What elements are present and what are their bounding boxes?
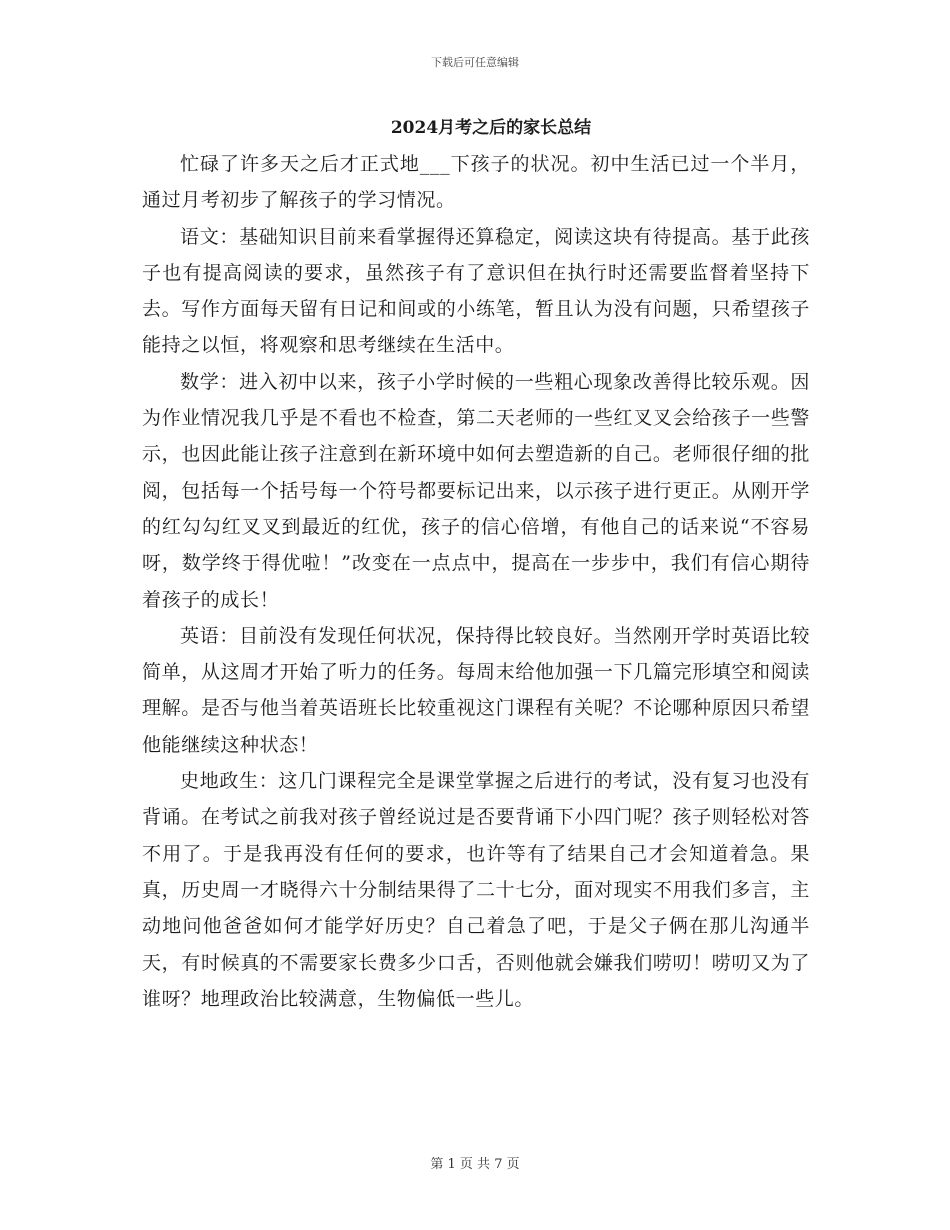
page-number: 第 1 页 共 7 页	[430, 1157, 520, 1172]
paragraph-english: 英语：目前没有发现任何状况，保持得比较良好。当然刚开学时英语比较简单，从这周才开始了听力的任务。每周末给他加强一下几篇完形填空和阅读理解。是否与他当着英语班长比较重视这门课程有关呢？不论哪种原因只希望他能继续这种状态！	[142, 624, 810, 756]
paragraph-math: 数学：进入初中以来，孩子小学时候的一些粗心现象改善得比较乐观。因为作业情况我几乎是不看也不检查，第二天老师的一些红叉叉会给孩子一些警示，也因此能让孩子注意到在新环境中如何去塑造新的自己。老师很仔细的批阅，包括每一个括号每一个符号都要标记出来，以示孩子进行更正。从刚开学的红勾勾红叉叉到最近的红优，孩子的信心倍增，有他自己的话来说“不容易呀，数学终于得优啦！”改变在一点点中，提高在一步步中，我们有信心期待着孩子的成长！	[142, 370, 810, 611]
page-header-note: 下载后可任意编辑	[431, 56, 519, 69]
paragraph-intro: 忙碌了许多天之后才正式地___下孩子的状况。初中生活已过一个半月，通过月考初步了解孩子的学习情况。	[142, 153, 810, 212]
paragraph-chinese: 语文：基础知识目前来看掌握得还算稳定，阅读这块有待提高。基于此孩子也有提高阅读的要求，虽然孩子有了意识但在执行时还需要监督着坚持下去。写作方面每天留有日记和间或的小练笔，暂且认为没有问题，只希望孩子能持之以恒，将观察和思考继续在生活中。	[142, 225, 810, 357]
document-title: 2024月考之后的家长总结	[390, 118, 592, 138]
document-body	[142, 112, 810, 1017]
paragraph-other-subjects: 史地政生：这几门课程完全是课堂掌握之后进行的考试，没有复习也没有背诵。在考试之前我对孩子曾经说过是否要背诵下小四门呢？孩子则轻松对答不用了。于是我再没有任何的要求，也许等有了结果自己才会知道着急。果真，历史周一才晓得六十分制结果得了二十七分，面对现实不用我们多言，主动地问他爸爸如何才能学好历史？自己着急了吧，于是父子俩在那儿沟通半天，有时候真的不需要家长费多少口舌，否则他就会嫌我们唠叨！唠叨又为了谁呀？地理政治比较满意，生物偏低一些儿。	[142, 770, 810, 1010]
